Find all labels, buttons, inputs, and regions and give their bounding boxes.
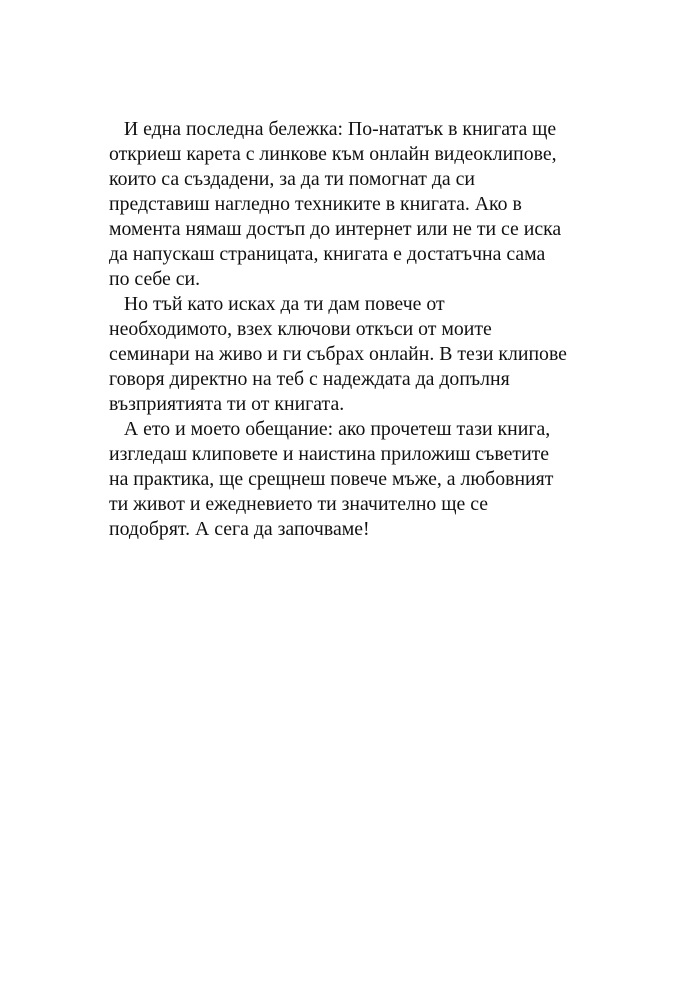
paragraph-2 [109,292,609,417]
text-line: откриеш карета с линкове към онлайн видеоклипове, [109,143,557,165]
text-line: ти живот и ежедневието ти значително ще се [109,493,489,515]
text-line: подобрят. А сега да започваме! [109,518,370,540]
text-line: които са създадени, за да ти помогнат да си [109,168,475,190]
text-line: говоря директно на теб с надеждата да допълня [109,368,510,390]
text-line: изгледаш клиповете и наистина приложиш съветите [109,443,550,465]
text-line: момента нямаш достъп до интернет или не ти се иска [109,218,562,240]
text-line: необходимото, взех ключови откъси от моите [109,318,492,340]
text-line: да напускаш страницата, книгата е достатъчна сама [109,243,546,265]
text-line: Но тъй като исках да ти дам повече от [109,293,445,315]
text-line: по себе си. [109,268,201,290]
paragraph-1 [109,117,609,292]
body-text [109,117,609,542]
text-line: представиш нагледно техниките в книгата. Ако в [109,193,522,215]
text-line: възприятията ти от книгата. [109,393,345,415]
paragraph-3 [109,417,609,542]
text-line: на практика, ще срещнеш повече мъже, а любовният [109,468,554,490]
text-line: семинари на живо и ги събрах онлайн. В тези клипове [109,343,567,365]
text-line: А ето и моето обещание: ако прочетеш тази книга, [109,418,551,440]
text-line: И една последна бележка: По-нататък в книгата ще [109,118,557,140]
